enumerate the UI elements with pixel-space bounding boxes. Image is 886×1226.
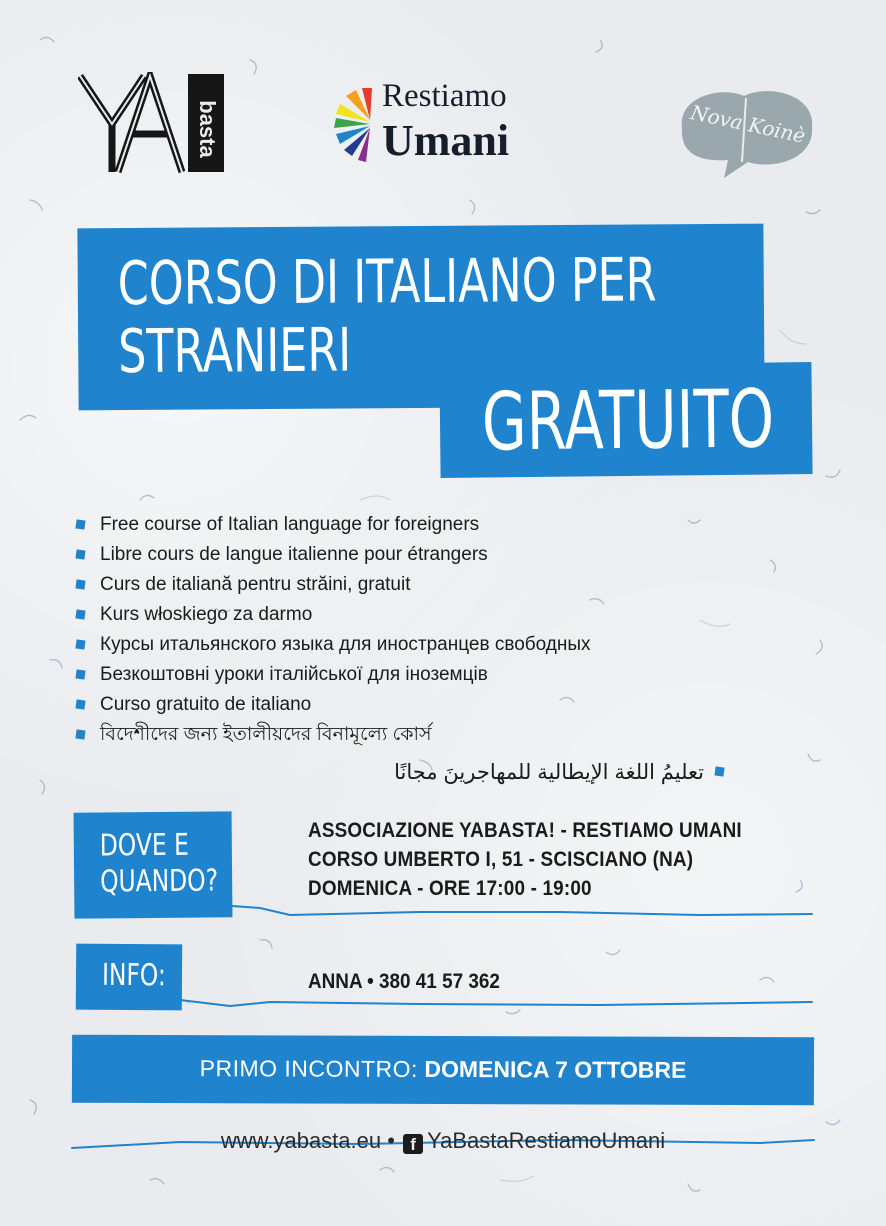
bullet-icon (75, 669, 85, 679)
bullet-icon (75, 729, 85, 739)
list-item (76, 542, 776, 572)
language-text: Free course of Italian language for foreigners (100, 514, 480, 535)
rainbow-mark-icon (330, 82, 382, 164)
first-meeting-prefix: PRIMO INCONTRO: (199, 1055, 419, 1082)
schedule-line: DOMENICA - ORE 17:00 - 19:00 (308, 877, 592, 900)
website-link[interactable]: www.yabasta.eu (220, 1128, 382, 1153)
bullet-icon (75, 519, 85, 529)
footer (0, 1128, 886, 1154)
language-text: Безкоштовні уроки італійської для іноземців (100, 664, 488, 685)
where-when-label (100, 827, 219, 900)
bullet-icon (714, 766, 724, 776)
footer-separator: • (387, 1128, 395, 1153)
bullet-icon (75, 609, 85, 619)
gratuito-text: GRATUITO (481, 372, 775, 469)
list-item (76, 692, 776, 722)
list-item (76, 572, 776, 602)
info-label: INFO: (101, 957, 166, 994)
list-item (76, 602, 776, 632)
yabasta-logo (78, 72, 228, 176)
title-line-1: CORSO DI ITALIANO PER (117, 245, 657, 320)
list-item (76, 632, 776, 662)
address-line-2: CORSO UMBERTO I, 51 - SCISCIANO (NA) (308, 848, 694, 871)
list-item (76, 662, 776, 692)
language-text: বিদেশীদের জন্য ইতালীয়দের বিনামূল্যে কোর্স (100, 724, 432, 745)
arabic-list-item (330, 756, 730, 790)
first-meeting-banner (72, 1035, 814, 1106)
language-text: Curso gratuito de italiano (100, 694, 312, 715)
language-text: Курсы итальянского языка для иностранцев свободных (100, 634, 591, 655)
where-when-details (308, 816, 790, 903)
bullet-icon (75, 549, 85, 559)
bullet-icon (75, 579, 85, 589)
restiamo-umani-logo (330, 78, 570, 168)
bullet-icon (75, 639, 85, 649)
facebook-page-link[interactable]: YaBastaRestiamoUmani (427, 1128, 666, 1153)
arabic-text: تعليمُ اللغة الإيطالية للمهاجرينَ مجانًا (394, 761, 704, 784)
yabasta-side-text (192, 78, 220, 168)
language-text: Libre cours de langue italienne pour étrangers (100, 544, 488, 565)
contact-phone: ANNA • 380 41 57 362 (308, 970, 500, 993)
nova-koine-logo (672, 78, 822, 182)
first-meeting-text (72, 1055, 814, 1085)
first-meeting-date: DOMENICA 7 OTTOBRE (424, 1055, 687, 1083)
where-when-label-box (74, 811, 233, 918)
facebook-icon: f (403, 1134, 423, 1154)
where-when-label-line-1: DOVE E (99, 827, 190, 864)
list-item (76, 512, 776, 542)
language-text: Curs de italiană pentru străini, gratuit (100, 574, 411, 595)
nova-koine-label: Nova Koinè (688, 100, 808, 148)
languages-list (76, 512, 776, 752)
umani-word: Umani (382, 116, 510, 165)
title-line-2: STRANIERI (117, 315, 352, 388)
info-label-box (76, 944, 182, 1011)
gratuito-box (439, 362, 812, 478)
bullet-icon (75, 699, 85, 709)
yabasta-side-label: basta (195, 100, 220, 158)
restiamo-word: Restiamo (382, 78, 507, 114)
address-line-1: ASSOCIAZIONE YABASTA! - RESTIAMO UMANI (308, 819, 742, 842)
where-when-label-line-2: QUANDO? (99, 863, 219, 900)
list-item (76, 722, 776, 752)
language-text: Kurs włoskiego za darmo (100, 604, 313, 625)
